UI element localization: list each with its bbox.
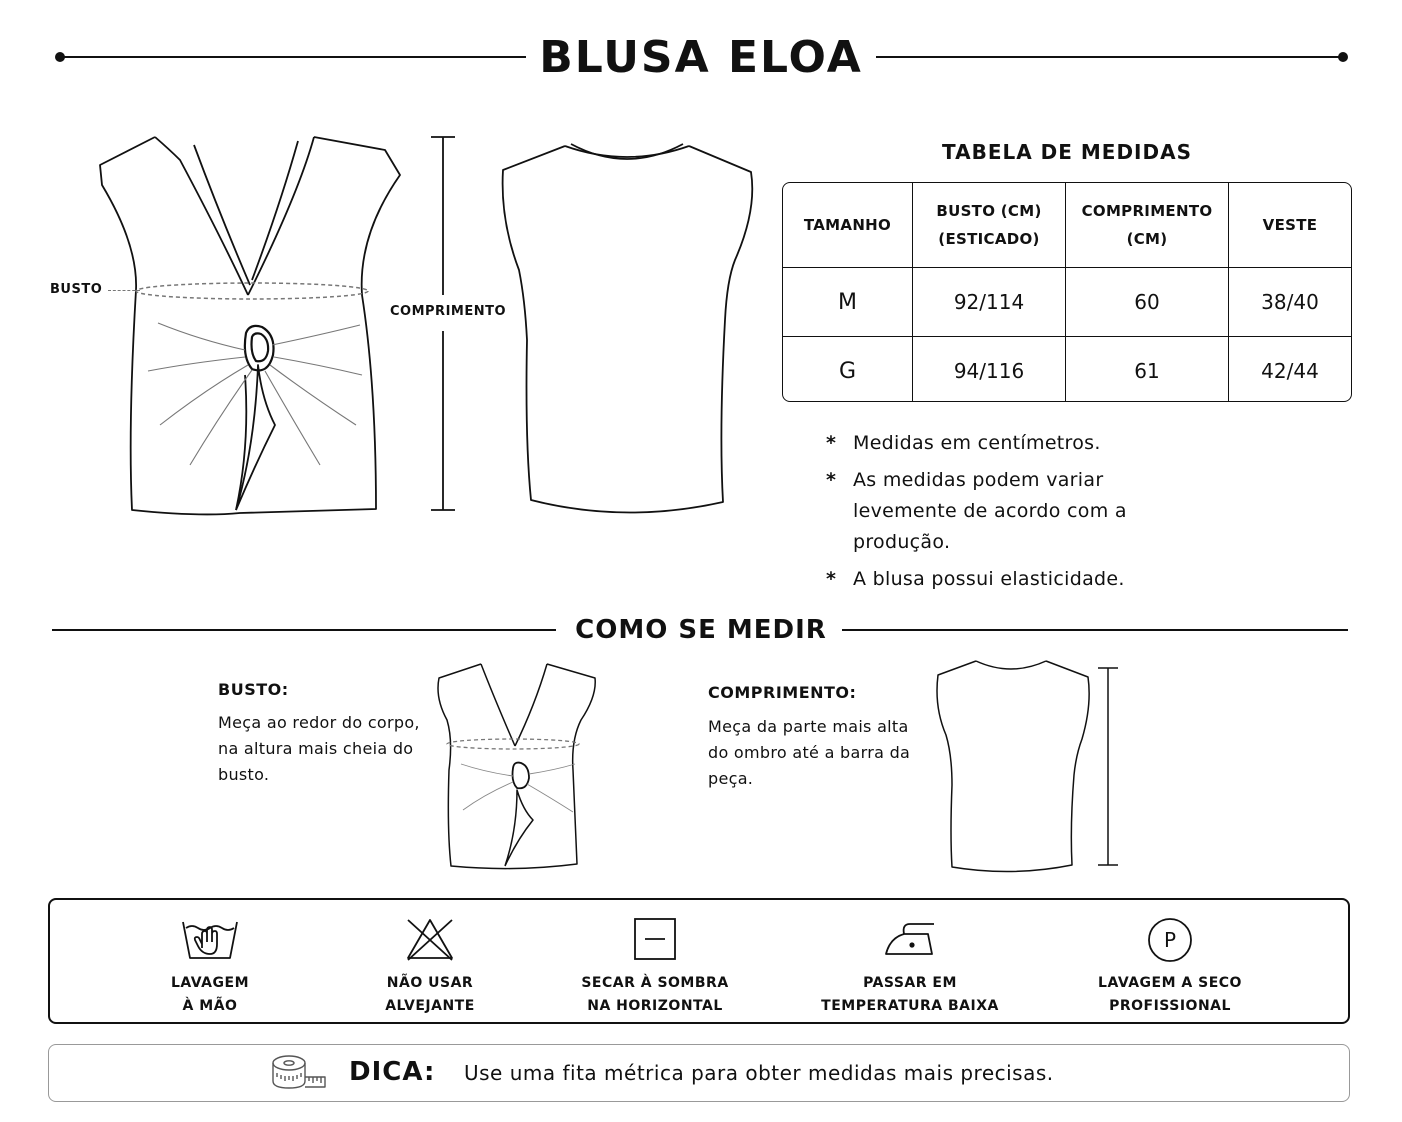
- table-cell-size: G: [783, 337, 913, 403]
- care-label: NÃO USAR ALVEJANTE: [385, 975, 475, 1014]
- table-cell-bust: 92/114: [913, 268, 1066, 337]
- bust-label: BUSTO: [50, 282, 103, 297]
- how-bust-illustration: [425, 660, 605, 872]
- size-table-header-fits: VESTE: [1229, 183, 1352, 268]
- hand-wash-icon: [180, 916, 240, 962]
- care-item-no-bleach: [340, 900, 520, 1026]
- bust-label-dashed-line: [108, 290, 140, 291]
- length-measure-line: [428, 135, 458, 513]
- size-table-header-row: [783, 183, 1351, 268]
- size-table-header-length: COMPRIMENTO (CM): [1066, 183, 1229, 268]
- care-item-hand-wash: [120, 900, 300, 1026]
- size-table: [782, 182, 1352, 402]
- measuring-tape-icon: [267, 1051, 329, 1095]
- title-line-right-dot: [1338, 52, 1348, 62]
- how-to-measure-title: COMO SE MEDIR: [575, 615, 827, 645]
- title-line-right: [876, 56, 1342, 58]
- tip-text: Use uma fita métrica para obter medidas mais precisas.: [464, 1061, 1054, 1085]
- care-item-dry-flat: [560, 900, 750, 1026]
- how-length-title: COMPRIMENTO:: [708, 683, 857, 702]
- note-text: Medidas em centímetros.: [853, 432, 1101, 454]
- section-line-right: [842, 629, 1348, 631]
- care-label: SECAR À SOMBRA NA HORIZONTAL: [581, 975, 729, 1014]
- care-label: LAVAGEM À MÃO: [170, 975, 249, 1014]
- dry-clean-letter: P: [1163, 928, 1177, 952]
- iron-low-icon: [882, 916, 938, 962]
- table-row: [783, 268, 1351, 337]
- note-asterisk: *: [826, 469, 837, 491]
- length-label: COMPRIMENTO: [390, 304, 507, 319]
- dry-clean-icon: [1146, 916, 1194, 964]
- care-instructions-box: [48, 898, 1350, 1024]
- tip-label: DICA:: [349, 1057, 436, 1087]
- how-length-illustration: [928, 655, 1094, 877]
- table-cell-fits: 42/44: [1261, 359, 1319, 383]
- size-table-title: TABELA DE MEDIDAS: [942, 140, 1192, 164]
- page-title: BLUSA ELOA: [539, 32, 863, 83]
- tip-box: [48, 1044, 1350, 1102]
- how-bust-title: BUSTO:: [218, 680, 289, 699]
- size-table-header-bust: BUSTO (CM) (ESTICADO): [913, 183, 1066, 268]
- note-text: As medidas podem variar levemente de acordo com a produção.: [853, 469, 1127, 553]
- back-garment-illustration: [495, 140, 760, 520]
- dry-flat-shade-icon: [632, 916, 678, 962]
- care-item-dry-clean: [1070, 900, 1270, 1026]
- table-cell-fits: 38/40: [1229, 268, 1352, 337]
- table-cell-length: 60: [1066, 268, 1229, 337]
- front-garment-illustration: [40, 125, 480, 525]
- size-table-header-size: TAMANHO: [783, 183, 913, 268]
- note-text: A blusa possui elasticidade.: [853, 568, 1125, 590]
- how-bust-text: Meça ao redor do corpo, na altura mais cheia do busto.: [218, 713, 420, 784]
- note-asterisk: *: [826, 432, 837, 454]
- no-bleach-icon: [404, 916, 456, 962]
- care-label: PASSAR EM TEMPERATURA BAIXA: [821, 975, 999, 1014]
- note-asterisk: *: [826, 568, 837, 590]
- table-row: [783, 337, 1351, 403]
- table-cell-length: 61: [1066, 337, 1229, 403]
- care-item-iron: [810, 900, 1010, 1026]
- how-length-text: Meça da parte mais alta do ombro até a barra da peça.: [708, 717, 911, 788]
- table-cell-size: M: [783, 268, 913, 337]
- care-label: LAVAGEM A SECO PROFISSIONAL: [1098, 975, 1242, 1014]
- table-cell-bust: 94/116: [913, 337, 1066, 403]
- how-length-measure-line: [1096, 666, 1120, 868]
